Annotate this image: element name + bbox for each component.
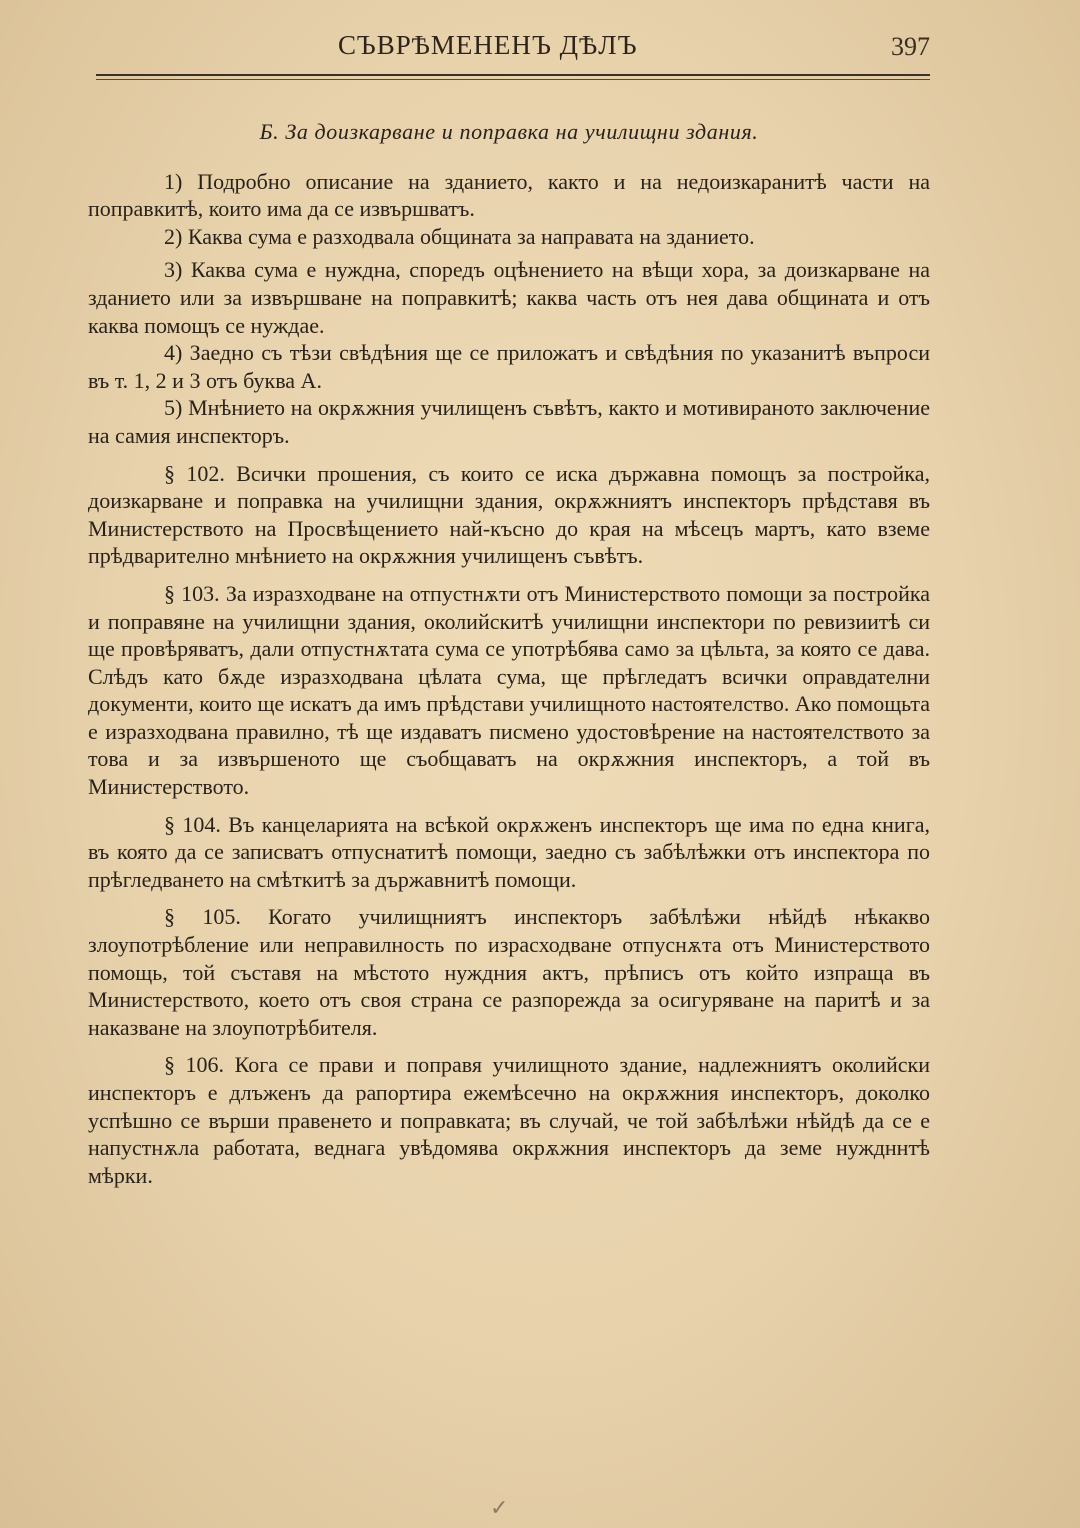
paragraph-section-103: § 103. За изразходване на отпустнѫти отъ Министерството помощи за постройка и поправяне на училищни здания, околийскитѣ училищни инспектори по ревизиитѣ си ще провѣряватъ, дали отпустнѫтата сума се употрѣбява само за цѣльта, за която се дава. Слѣдъ като бѫде изразходвана цѣлата сума, ще прѣгледатъ всички оправдателни документи, които ще искатъ да имъ прѣдстави училищното настоятелство. Ако помощьта е изразходвана правилно, тѣ ще издаватъ писмено удостовѣрение на настоятелството за това и за извършеното ще съобщаватъ на окрѫжния инспекторъ, а той въ Министерството. xyxy=(88,580,930,800)
book-page xyxy=(88,30,930,1510)
page-body xyxy=(88,118,930,1189)
paragraph-section-106: § 106. Кога се прави и поправя училищното здание, надлежниятъ околийски инспекторъ е длъженъ да рапортира ежемѣсечно на окрѫжния инспекторъ, доколко успѣшно се върши правенето и поправката; въ случай, че той забѣлѣжи нѣйдѣ да се е напустнѫла работата, веднага увѣдомява окрѫжния инспекторъ да земе нуждннтѣ мѣрки. xyxy=(88,1052,930,1188)
paragraph-item-1: 1) Подробно описание на зданието, както и на недоизкаранитѣ части на поправкитѣ, които има да се извършватъ. xyxy=(88,168,930,222)
paragraph-item-3: 3) Каква сума е нуждна, споредъ оцѣнението на вѣщи хора, за доизкарване на зданието или за извършване на поправкитѣ; каква часть отъ нея дава общината и отъ каква помощъ се нуждае. xyxy=(88,257,930,338)
page-header xyxy=(88,30,930,70)
paragraph-item-5: 5) Мнѣнието на окрѫжния училищенъ съвѣтъ, както и мотивираното заключение на самия инспекторъ. xyxy=(88,395,930,448)
page-number: 397 xyxy=(891,32,930,61)
paragraph-section-104: § 104. Въ канцеларията на всѣкой окрѫженъ инспекторъ ще има по една книга, въ която да се записватъ отпуснатитѣ помощи, заедно съ забѣлѣжки отъ инспектора по прѣгледването на смѣткитѣ за държавнитѣ помощи. xyxy=(88,811,930,892)
section-subheading: Б. За доизкарване и поправка на училищни здания. xyxy=(259,119,759,144)
paragraph-item-2: 2) Каква сума е разходвала общината за направата на зданието. xyxy=(164,223,755,249)
header-rule-thin xyxy=(96,79,930,80)
paragraph-section-105: § 105. Когато училищниятъ инспекторъ забѣлѣжи нѣйдѣ нѣкакво злоупотрѣбление или неправилность по израсходване отпуснѫта отъ Министерството помощь, той съставя на мѣстото нуждния актъ, прѣписъ отъ който изпраща въ Министерството, което отъ своя страна се разпорежда за осигуряване на паритѣ и за наказване на злоупотрѣбителя. xyxy=(88,904,930,1040)
header-rule-thick xyxy=(96,74,930,76)
running-title: СЪВРѢМЕНЕНЪ ДѢЛЪ xyxy=(338,30,638,60)
pencil-check-mark: ✓ xyxy=(490,1496,509,1521)
paragraph-item-4: 4) Заедно съ тѣзи свѣдѣния ще се приложатъ и свѣдѣния по указанитѣ въпроси въ т. 1, 2 и 3 отъ буква А. xyxy=(88,340,930,393)
paragraph-section-102: § 102. Всички прошения, съ които се иска държавна помощъ за постройка, доизкарване и поправка на училищни здания, окрѫжниятъ инспекторъ прѣдставя въ Министерството на Просвѣщението най-късно до края на мѣсецъ мартъ, като вземе прѣдварително мнѣнието на окрѫжния училищенъ съвѣтъ. xyxy=(88,460,930,569)
